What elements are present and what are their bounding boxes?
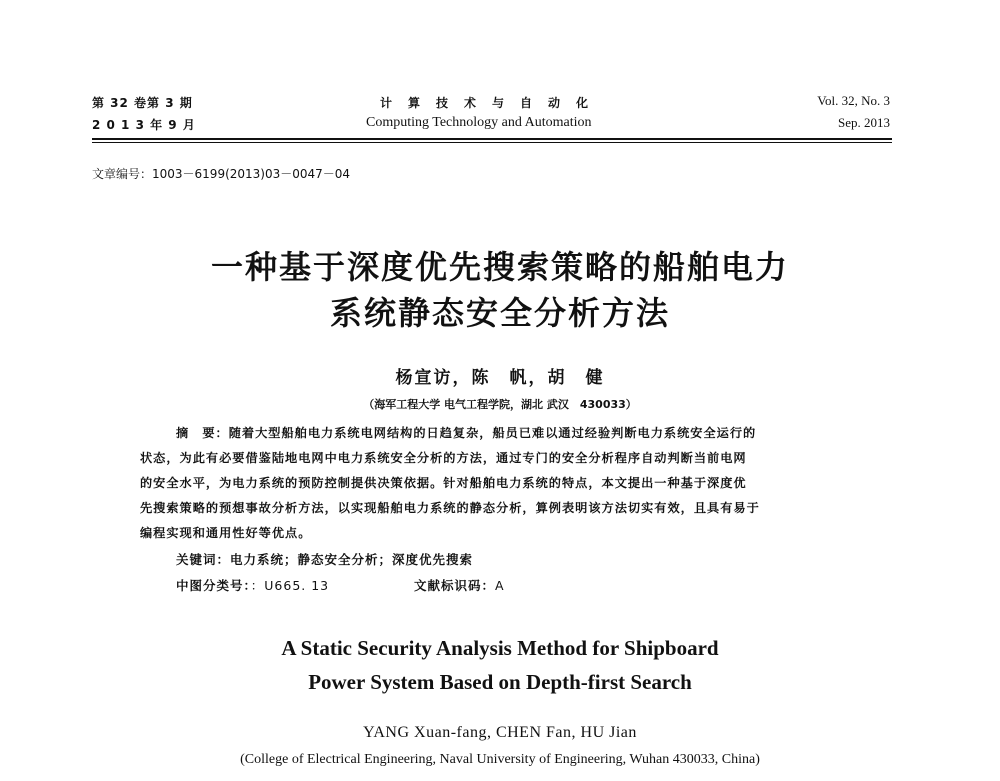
abstract-line-5: 编程实现和通用性好等优点。: [140, 526, 312, 540]
affiliation-zh: （海军工程大学 电气工程学院，湖北 武汉 430033）: [363, 398, 637, 411]
journal-title-zh: 计 算 技 术 与 自 动 化: [380, 96, 591, 110]
authors-en: YANG Xuan-fang, CHEN Fan, HU Jian: [363, 724, 637, 741]
document-code-line: [414, 576, 505, 594]
title-zh-line1: 一种基于深度优先搜索策略的船舶电力: [210, 248, 789, 286]
abstract-text-1: 随着大型船舶电力系统电网结构的日趋复杂，船员已难以通过经验判断电力系统安全运行的: [228, 426, 757, 440]
document-code-label: 文献标识码：: [414, 578, 496, 593]
header-rule-thick: [92, 138, 892, 140]
volume-issue-zh: 第 32 卷第 3 期: [92, 96, 193, 110]
journal-title-en: Computing Technology and Automation: [366, 115, 592, 130]
title-en-line2: Power System Based on Depth-first Search: [308, 670, 692, 694]
keywords-line: [176, 550, 473, 568]
classification-value: ：U665. 13: [250, 578, 330, 593]
abstract-line-3: 的安全水平，为电力系统的预防控制提供决策依据。针对船舶电力系统的特点，本文提出一种基于深度优: [140, 476, 747, 490]
publication-date-en: Sep. 2013: [838, 115, 890, 130]
affiliation-en: (College of Electrical Engineering, Naval University of Engineering, Wuhan 430033, China): [240, 752, 760, 767]
title-en-line1: A Static Security Analysis Method for Shipboard: [281, 636, 719, 660]
document-code-value: A: [495, 578, 505, 593]
abstract-label: 摘 要：: [176, 426, 229, 440]
publication-date-zh: 2 0 1 3 年 9 月: [92, 118, 196, 132]
abstract-line-1: [176, 424, 876, 441]
authors-zh: 杨宣访，陈 帆，胡 健: [395, 368, 605, 388]
volume-issue-en: Vol. 32, No. 3: [817, 93, 890, 108]
keywords-label: 关键词：: [176, 552, 231, 567]
abstract-line-4: 先搜索策略的预想事故分析方法，以实现船舶电力系统的静态分析，算例表明该方法切实有效，且具有易于: [140, 501, 760, 515]
keywords-value: 电力系统；静态安全分析；深度优先搜索: [230, 552, 474, 567]
classification-line: [176, 576, 329, 594]
abstract-line-2: 状态，为此有必要借鉴陆地电网中电力系统安全分析的方法，通过专门的安全分析程序自动判断当前电网: [140, 451, 747, 465]
article-number: 文章编号：1003－6199(2013)03－0047－04: [92, 167, 351, 181]
classification-label: 中图分类号：: [176, 578, 251, 593]
title-zh-line2: 系统静态安全分析方法: [329, 294, 670, 332]
header-rule-thin: [92, 142, 892, 143]
